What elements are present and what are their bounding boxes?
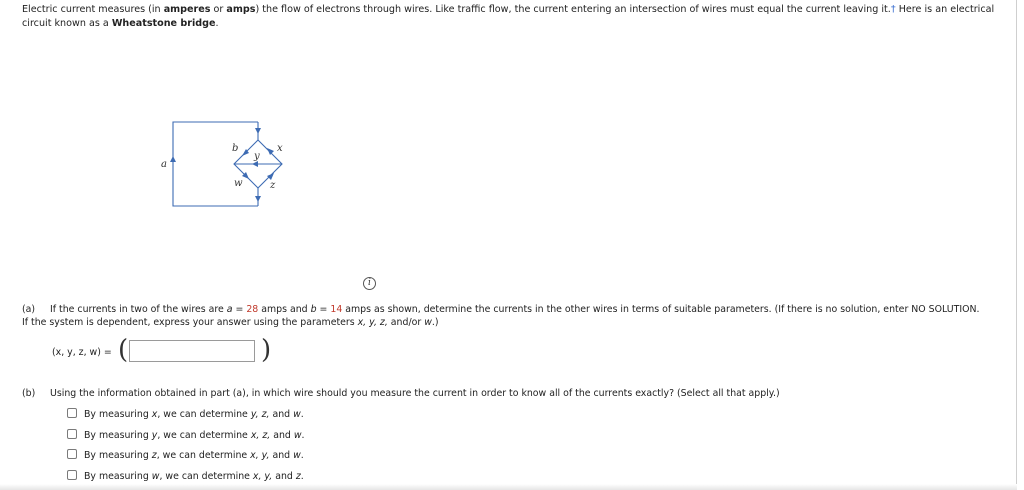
option-text: By measuring bbox=[84, 471, 152, 482]
var-a: a bbox=[226, 304, 233, 315]
option-text: By measuring bbox=[84, 450, 152, 461]
arrow-bottom bbox=[255, 196, 261, 202]
option-text: , we can determine bbox=[159, 471, 253, 482]
option-var: x, z, bbox=[250, 430, 271, 441]
var-b: b bbox=[310, 304, 317, 315]
value-a: 28 bbox=[246, 304, 259, 315]
question-text: amps as shown, determine the currents in the other wires in terms of suitable parameters. (If there is no solution, enter NO SOLUTION. If the system is dependent, express your answer using the parameters bbox=[22, 304, 980, 328]
wheatstone-bridge-figure bbox=[150, 118, 300, 218]
option-var: x bbox=[151, 409, 158, 420]
intro-text: . bbox=[215, 18, 219, 29]
circuit-diagram bbox=[150, 118, 300, 218]
term-amps: amps bbox=[226, 4, 256, 15]
option-var: w bbox=[151, 471, 160, 482]
option-var: w bbox=[293, 409, 301, 420]
option-var: z bbox=[151, 450, 157, 461]
option-text: , we can determine bbox=[157, 409, 251, 420]
option-text: . bbox=[300, 471, 304, 482]
info-icon[interactable]: i bbox=[363, 277, 376, 290]
question-text: .) bbox=[431, 317, 439, 328]
close-paren: ) bbox=[261, 335, 272, 365]
footnote-link[interactable]: † bbox=[890, 4, 896, 15]
option-measure-y[interactable] bbox=[67, 429, 305, 442]
option-text: and bbox=[269, 450, 294, 461]
answer-label: (x, y, z, w) = bbox=[52, 347, 112, 358]
value-b: 14 bbox=[330, 304, 343, 315]
intro-paragraph bbox=[22, 3, 1007, 31]
part-a-label: (a) bbox=[22, 304, 36, 315]
option-var: x, y, bbox=[250, 450, 270, 461]
option-measure-z[interactable] bbox=[67, 449, 304, 462]
part-b-label: (b) bbox=[22, 388, 36, 399]
params: x, y, z, bbox=[357, 317, 388, 328]
checkbox[interactable] bbox=[67, 429, 77, 439]
question-text: and/or bbox=[387, 317, 425, 328]
arrow-x bbox=[267, 148, 274, 155]
option-text: . bbox=[301, 430, 305, 441]
option-var: z bbox=[295, 471, 301, 482]
panel-border bbox=[1016, 0, 1017, 490]
intro-text: or bbox=[210, 4, 227, 15]
label-x: x bbox=[277, 143, 283, 154]
arrow-a bbox=[170, 156, 176, 162]
option-var: x, y, bbox=[252, 471, 273, 482]
param-w: w bbox=[424, 317, 432, 328]
term-wheatstone-bridge: Wheatstone bridge bbox=[111, 18, 216, 29]
intro-text: Here is an electrical circuit known as a bbox=[22, 4, 995, 29]
bottom-shadow bbox=[0, 484, 1017, 490]
question-text: amps and bbox=[258, 304, 311, 315]
arrow-top bbox=[255, 128, 261, 134]
intro-text: Electric current measures (in bbox=[22, 4, 164, 15]
option-text: and bbox=[272, 471, 296, 482]
option-var: w bbox=[293, 450, 301, 461]
option-measure-x[interactable] bbox=[67, 408, 304, 421]
answer-input[interactable] bbox=[129, 340, 255, 362]
label-z: z bbox=[270, 180, 276, 191]
label-y: y bbox=[254, 151, 260, 162]
label-b: b bbox=[232, 143, 239, 154]
option-text: . bbox=[300, 409, 304, 420]
part-b-question bbox=[22, 387, 982, 400]
option-text: and bbox=[270, 430, 294, 441]
question-text: Using the information obtained in part (a), in which wire should you measure the current in order to know all of the currents exactly? (Select all that apply.) bbox=[50, 388, 780, 399]
option-text: , we can determine bbox=[157, 430, 251, 441]
equals: = bbox=[316, 304, 331, 315]
term-amperes: amperes bbox=[163, 4, 211, 15]
option-text: , we can determine bbox=[156, 450, 251, 461]
intro-text: ) the flow of electrons through wires. Like traffic flow, the current entering an intersection of wires must equal the current leaving it. bbox=[255, 4, 891, 15]
option-var: y bbox=[151, 430, 158, 441]
option-var: w bbox=[293, 430, 302, 441]
arrow-z bbox=[267, 173, 274, 180]
option-measure-w[interactable] bbox=[67, 470, 304, 483]
checkbox[interactable] bbox=[67, 408, 77, 418]
option-text: By measuring bbox=[84, 409, 152, 420]
checkbox[interactable] bbox=[67, 470, 77, 480]
label-w: w bbox=[234, 178, 243, 189]
checkbox[interactable] bbox=[67, 449, 77, 459]
label-a: a bbox=[161, 159, 167, 170]
option-text: By measuring bbox=[84, 430, 152, 441]
part-a-question bbox=[22, 303, 982, 329]
option-var: y, z, bbox=[250, 409, 270, 420]
question-text: If the currents in two of the wires are bbox=[50, 304, 227, 315]
option-text: and bbox=[269, 409, 294, 420]
equals: = bbox=[232, 304, 247, 315]
open-paren: ( bbox=[118, 335, 129, 365]
option-text: . bbox=[300, 450, 304, 461]
